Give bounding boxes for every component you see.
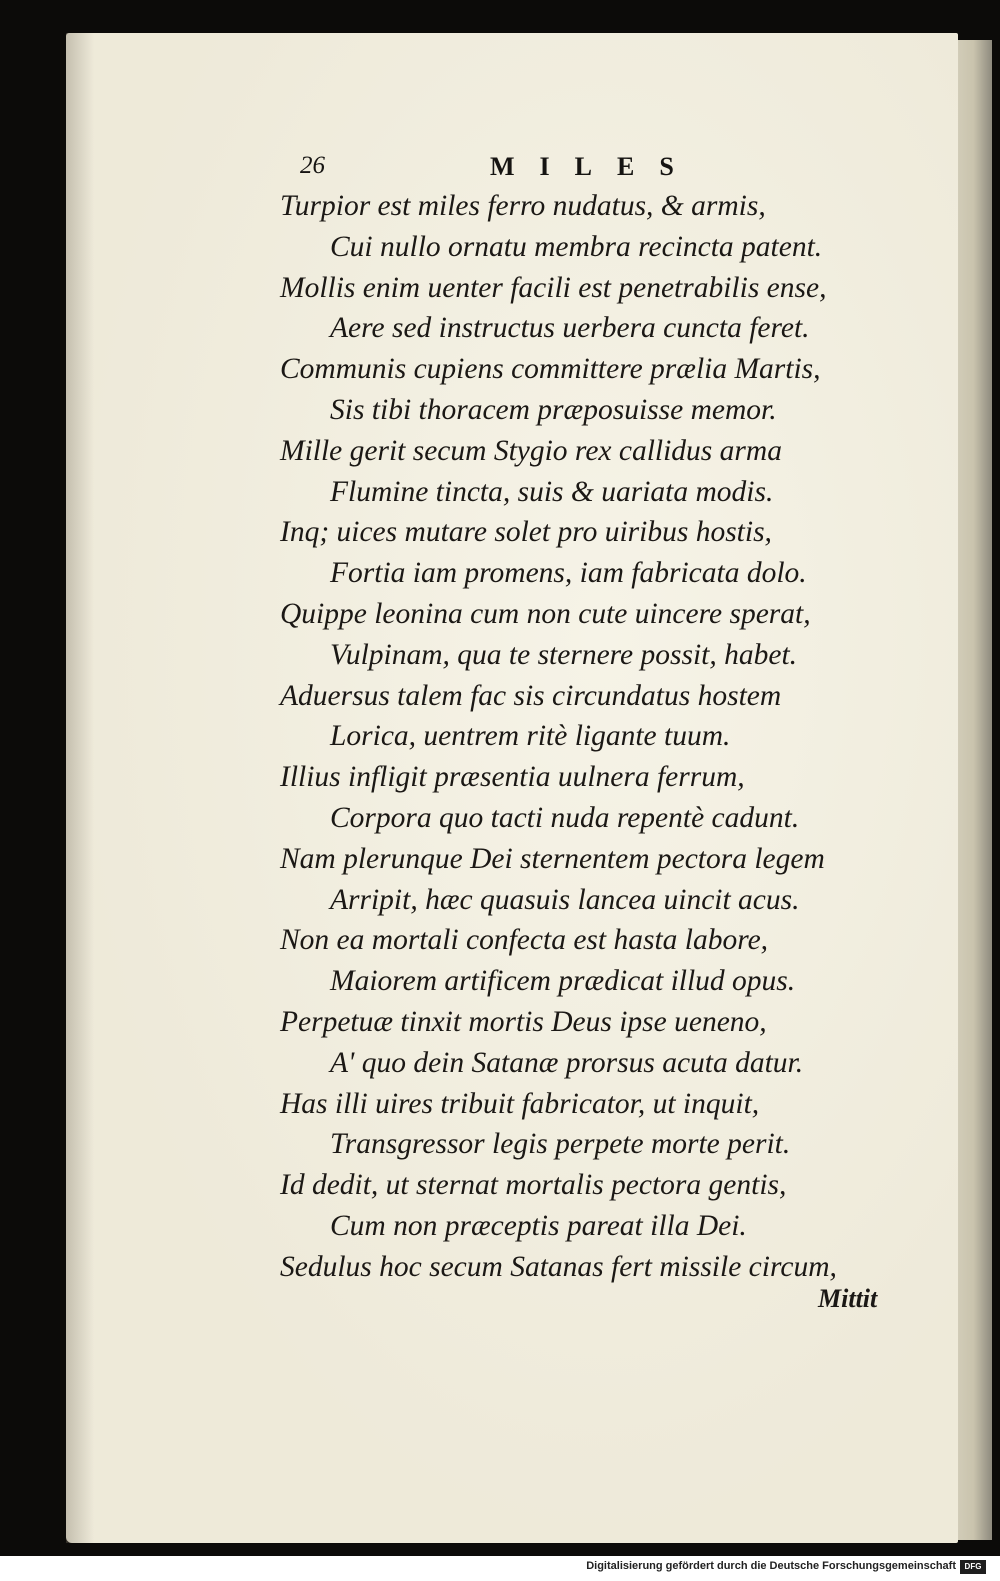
verse-line: Inq; uices mutare solet pro uiribus hostis, — [280, 516, 772, 549]
verse-line: Non ea mortali confecta est hasta labore, — [280, 924, 769, 957]
verse-line: Has illi uires tribuit fabricator, ut inquit, — [280, 1087, 760, 1120]
running-head: MILES — [490, 152, 699, 181]
verse-line: Maiorem artificem prædicat illud opus. — [330, 965, 796, 998]
verse-line: Vulpinam, qua te sternere possit, habet. — [330, 638, 798, 671]
verse-line: Cum non præceptis pareat illa Dei. — [330, 1209, 747, 1242]
verse-line: Sis tibi thoracem præposuisse memor. — [330, 393, 777, 426]
poem-text — [280, 186, 900, 1288]
verse-line: Perpetuæ tinxit mortis Deus ipse ueneno, — [280, 1005, 767, 1038]
dfg-logo: DFG — [960, 1560, 986, 1574]
page-number: 26 — [300, 152, 325, 179]
verse-line: Transgressor legis perpete morte perit. — [330, 1128, 791, 1161]
funding-credit: Digitalisierung gefördert durch die Deutsche Forschungsgemeinschaft — [586, 1560, 956, 1572]
verse-line: Cui nullo ornatu membra recincta patent. — [330, 230, 823, 263]
verse-line: Id dedit, ut sternat mortalis pectora gentis, — [280, 1169, 787, 1202]
verse-line: Corpora quo tacti nuda repentè cadunt. — [330, 801, 800, 834]
verse-line: Mille gerit secum Stygio rex callidus arma — [280, 434, 782, 467]
verse-line: Aduersus talem fac sis circundatus hostem — [280, 679, 782, 712]
page-gutter-shadow — [66, 33, 94, 1543]
verse-line: Communis cupiens committere prælia Martis, — [280, 353, 821, 386]
verse-line: Lorica, uentrem ritè ligante tuum. — [330, 720, 731, 753]
verse-line: Illius infligit præsentia uulnera ferrum, — [280, 761, 745, 794]
verse-line: Arripit, hæc quasuis lancea uincit acus. — [330, 883, 800, 916]
verse-line: Quippe leonina cum non cute uincere sperat, — [280, 597, 811, 630]
footer-bar — [0, 1556, 1000, 1581]
verse-line: Aere sed instructus uerbera cuncta feret. — [330, 312, 810, 345]
verse-line: Flumine tincta, suis & uariata modis. — [330, 475, 774, 508]
catchword: Mittit — [818, 1284, 878, 1313]
verse-line: A' quo dein Satanæ prorsus acuta datur. — [330, 1046, 804, 1079]
verse-line: Turpior est miles ferro nudatus, & armis, — [280, 190, 766, 222]
verse-line: Fortia iam promens, iam fabricata dolo. — [330, 557, 807, 590]
verse-line: Nam plerunque Dei sternentem pectora legem — [280, 842, 825, 875]
verse-line: Mollis enim uenter facili est penetrabilis ense, — [280, 271, 827, 304]
verse-line: Sedulus hoc secum Satanas fert missile circum, — [280, 1250, 837, 1283]
